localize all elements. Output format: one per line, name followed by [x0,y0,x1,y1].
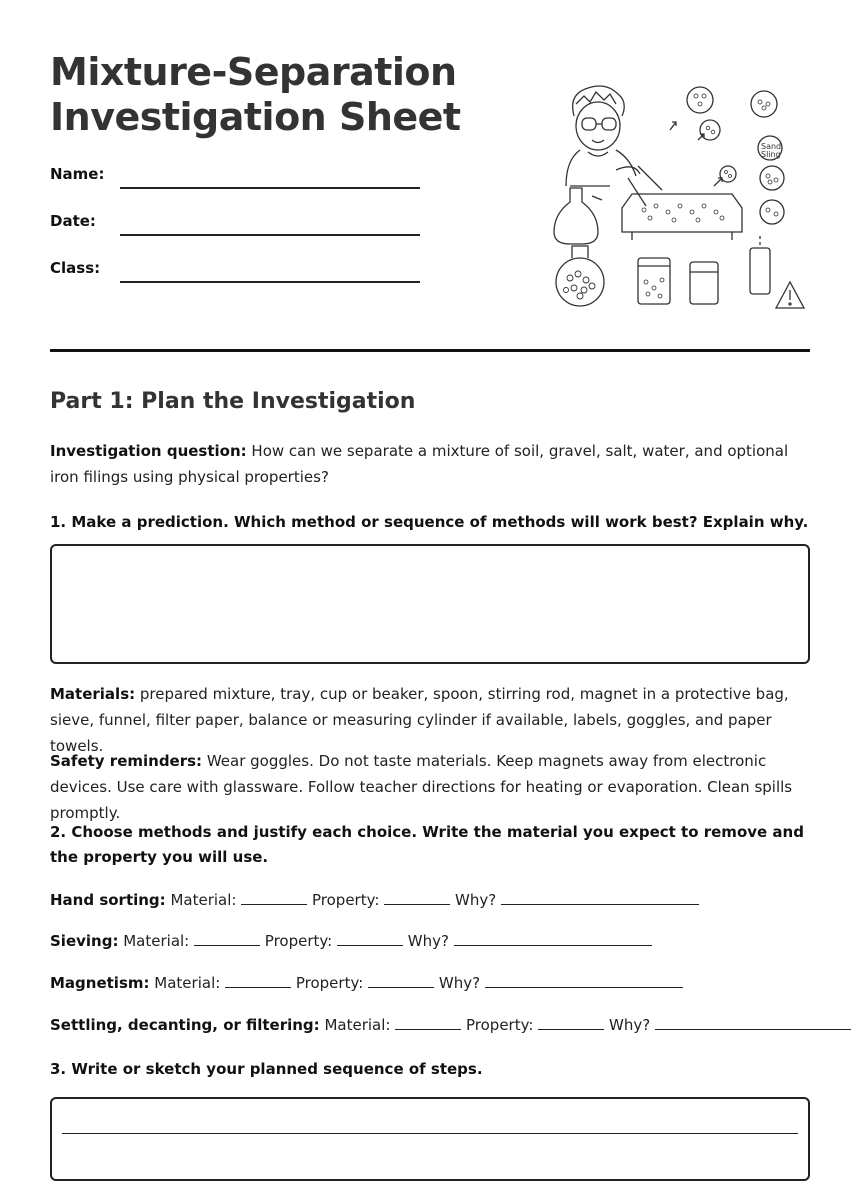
property-word: Property: [264,932,333,950]
name-line[interactable] [120,187,420,189]
material-blank[interactable] [225,973,291,988]
why-word: Why? [407,932,449,950]
method-name: Settling, decanting, or filtering: [50,1016,320,1034]
method-row-settling [50,1015,830,1035]
date-label: Date: [50,212,96,230]
property-blank[interactable] [384,890,450,905]
material-word: Material: [324,1016,391,1034]
name-field[interactable] [50,165,420,189]
why-blank[interactable] [501,890,699,905]
prediction-answer-box[interactable] [50,544,810,664]
property-word: Property: [312,891,380,909]
date-field[interactable] [50,212,420,236]
investigation-question [50,438,810,490]
property-blank[interactable] [368,973,434,988]
date-line[interactable] [120,234,420,236]
materials-label: Materials: [50,685,136,703]
class-field[interactable] [50,259,420,283]
safety-paragraph [50,748,810,826]
why-word: Why? [455,891,497,909]
class-label: Class: [50,259,101,277]
sequence-answer-box[interactable] [50,1097,810,1181]
property-word: Property: [295,974,364,992]
investigation-text: How can we separate a mixture of soil, gravel, salt, water, and optional iron filings using physical properties? [50,442,789,486]
material-word: Material: [154,974,221,992]
material-blank[interactable] [241,890,307,905]
answer-line[interactable] [62,1133,798,1134]
name-label: Name: [50,165,105,183]
sand-label-line-2: Sling [761,150,781,159]
question-1: 1. Make a prediction. Which method or sequence of methods will work best? Explain why. [50,513,809,531]
why-blank[interactable] [655,1015,851,1030]
question-3: 3. Write or sketch your planned sequence of steps. [50,1060,483,1078]
material-blank[interactable] [194,931,260,946]
materials-text: prepared mixture, tray, cup or beaker, spoon, stirring rod, magnet in a protective bag, sieve, funnel, filter paper, balance or measuring cylinder if available, labels, goggles, and paper towels. [50,685,789,755]
property-word: Property: [466,1016,534,1034]
sand-label-line-1: Sand [761,142,782,151]
scientist-separating-mixture-illustration [552,82,810,324]
method-name: Magnetism: [50,974,150,992]
safety-text: Wear goggles. Do not taste materials. Keep magnets away from electronic devices. Use care with glassware. Follow teacher directions for heating or evaporation. Clean spills promptly. [50,752,793,822]
class-line[interactable] [120,281,420,283]
why-blank[interactable] [485,973,683,988]
title-line-1: Mixture-Separation [50,50,457,94]
investigation-label: Investigation question: [50,442,247,460]
property-blank[interactable] [538,1015,604,1030]
material-word: Material: [170,891,237,909]
question-2: 2. Choose methods and justify each choice. Write the material you expect to remove and the property you will use. [50,823,804,866]
why-word: Why? [609,1016,651,1034]
material-word: Material: [123,932,190,950]
method-name: Sieving: [50,932,119,950]
why-word: Why? [438,974,481,992]
material-blank[interactable] [395,1015,461,1030]
method-row-magnetism [50,973,830,993]
part1-heading: Part 1: Plan the Investigation [50,389,416,414]
header-divider [50,349,810,352]
method-row-sieving [50,931,830,951]
method-row-hand-sorting [50,890,830,910]
worksheet-title [50,50,461,140]
title-line-2: Investigation Sheet [50,95,461,139]
property-blank[interactable] [337,931,403,946]
method-name: Hand sorting: [50,891,166,909]
safety-label: Safety reminders: [50,752,203,770]
why-blank[interactable] [454,931,652,946]
